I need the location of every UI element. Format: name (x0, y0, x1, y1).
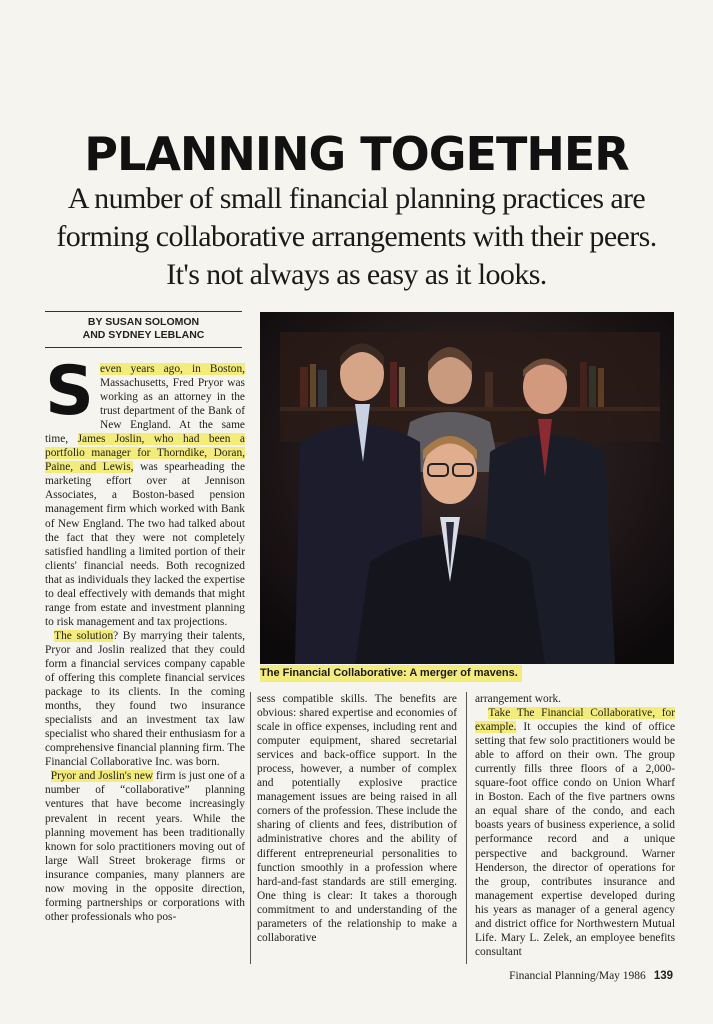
paragraph-1: Seven years ago, in Boston, Massachusetts, Fred Pryor was working as an attorney in the trust department of the Bank of New England. At the same time, James Joslin, who had been a portfolio manager for Thorndike, Doran, Paine, and Lewis, was spearheading the marketing effort over at Jennison Associates, a Boston-based pension management firm which worked with Bank of New England. The two had talked about the fact that they were not completely satisfied handling a limited portion of their clients' financial needs. Both recognized that as individuals they lacked the expertise to deal effectively with demands that might range from estate and investment planning to risk management and tax projections. (45, 352, 246, 628)
text-column-3 (475, 692, 675, 959)
col2-paragraph: sess compatible skills. The benefits are obvious: shared expertise and economies of scale in office expenses, including rent and computer equipment, shared secretarial services and back-office support. In the process, however, a number of complex and potentially explosive practice management issues are being raised in all corners of the profession. These include the sharing of clients and fees, distribution of administrative chores and the ability of different entrepreneurial personalities to function smoothly in a profession where hard-and-fast standards are still emerging. One thing is clear: It takes a thorough commitment to and understanding of the parameters of the relationship to make a collaborative (257, 693, 457, 944)
byline-author-1: BY SUSAN SOLOMON (87, 316, 200, 328)
photo-caption: The Financial Collaborative: A merger of mavens. (260, 665, 522, 682)
photo-illustration (260, 312, 674, 664)
byline (45, 311, 242, 348)
page-number: 139 (653, 970, 673, 982)
article-deck: A number of small financial planning practices are forming collaborative arrangements with their peers. It's not always as easy as it looks. (56, 182, 657, 291)
paragraph-2: The solution? By marrying their talents, Pryor and Joslin realized that they could form a financial services company capable of offering this complete financial services package to its clients. In the coming months, they found two insurance specialists and an investment tax law specialist who shared their enthusiasm for a comprehensive financial planning firm. The Financial Collaborative Inc. was born. (45, 629, 246, 769)
text-column-1 (45, 352, 246, 924)
highlight-joslin: James Joslin, who had been a portfolio manager for Thorndike, Doran, Paine, and Lewis, (45, 433, 245, 474)
paragraph-3: Pryor and Joslin's new firm is just one of a number of “collaborative” planning ventures that have become increasingly prevalent in recent years. While the planning movement has been traditionally known for solo practitioners moving out of large Wall Street brokerage firms or insurance companies, many planners are now moving in the opposite direction, forming partnerships or corporations with other professionals who pos- (45, 770, 245, 923)
highlight-new-firm: Pryor and Joslin's new (50, 770, 154, 783)
byline-author-2: AND SYDNEY LEBLANC (82, 329, 205, 341)
footer-source: Financial Planning/May 1986 (509, 970, 646, 982)
article-headline: PLANNING TOGETHER (84, 127, 629, 181)
group-photo (260, 312, 674, 664)
highlight-opening: even years ago, in Boston, (99, 363, 245, 375)
col3-paragraph-2: Take The Financial Collaborative, for example. It occupies the kind of office setting that few solo practitioners would be able to afford on their own. The group currently fills three floors of a 2,000-square-foot office condo on Union Wharf in Boston. Each of the five partners owns an equal share of the condo, and each boasts years of business experience, a solid performance record and a unique perspective and background. Warner Henderson, the director of operations for the group, contributes insurance and management expertise developed during his years as manager of a general agency and district office for Northwestern Mutual Life. Mary L. Zelek, an employee benefits consultant (475, 707, 675, 958)
page-footer (509, 970, 673, 982)
drop-cap: S (45, 352, 94, 431)
col3-paragraph-1: arrangement work. (475, 693, 562, 705)
highlight-example: Take The Financial Collaborative, for example. (475, 707, 675, 734)
column-divider-right (466, 692, 467, 964)
column-divider-left (250, 692, 251, 964)
highlight-solution: The solution (54, 629, 114, 642)
text-column-2 (257, 692, 457, 945)
